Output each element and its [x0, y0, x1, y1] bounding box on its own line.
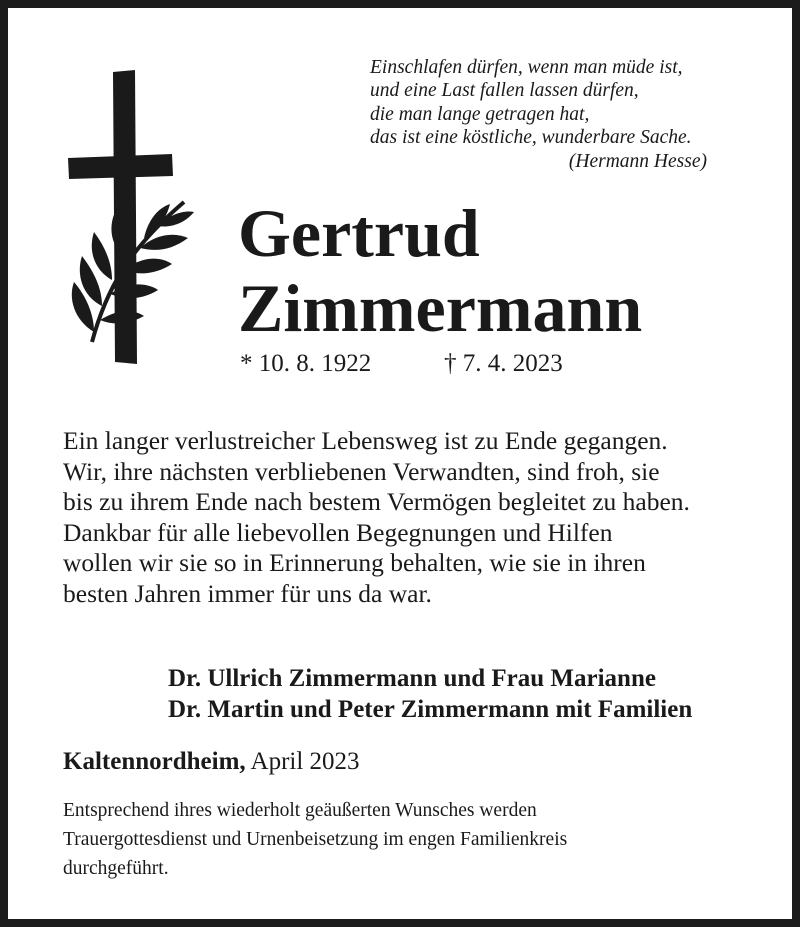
cross-horizontal-beam	[68, 154, 173, 179]
signer-line: Dr. Martin und Peter Zimmermann mit Familien	[168, 695, 693, 723]
poem-author: (Hermann Hesse)	[568, 151, 707, 172]
text-line: wollen wir sie so in Erinnerung behalten, wie sie in ihren	[63, 548, 646, 578]
funeral-notice	[63, 796, 763, 883]
text-line: Dankbar für alle liebevollen Begegnungen und Hilfen	[63, 517, 613, 547]
place-date: April 2023	[250, 748, 360, 775]
signers	[168, 664, 692, 725]
deceased-name	[238, 196, 642, 346]
text-line: Wir, ihre nächsten verbliebenen Verwandten, sind froh, sie	[63, 456, 660, 486]
text-line: bis zu ihrem Ende nach bestem Vermögen begleitet zu haben.	[63, 487, 690, 517]
notice-line: Entsprechend ihres wiederholt geäußerten Wunsches werden	[63, 800, 537, 821]
first-name: Gertrud	[238, 195, 480, 271]
notice-line: Trauergottesdienst und Urnenbeisetzung im engen Familienkreis	[63, 829, 568, 850]
text-line: besten Jahren immer für uns da war.	[63, 578, 432, 608]
poem-line: die man lange getragen hat,	[370, 103, 590, 125]
cross-with-palm-branch-icon	[66, 70, 196, 366]
palm-leaf	[100, 311, 144, 323]
place-and-date	[63, 748, 360, 776]
obituary-text	[63, 426, 763, 610]
text-line: Ein langer verlustreicher Lebensweg ist zu Ende gegangen.	[63, 426, 668, 455]
birth-date: * 10. 8. 1922	[240, 350, 372, 377]
poem-line: das ist eine köstliche, wunderbare Sache.	[370, 127, 692, 149]
poem-line: und eine Last fallen lassen dürfen,	[370, 80, 639, 102]
notice-line: durchgeführt.	[63, 858, 169, 879]
death-date: † 7. 4. 2023	[444, 350, 563, 377]
poem-quote	[370, 56, 762, 172]
signer-line: Dr. Ullrich Zimmermann und Frau Marianne	[168, 665, 656, 692]
poem-line: Einschlafen dürfen, wenn man müde ist,	[370, 57, 683, 78]
palm-leaf	[92, 232, 112, 280]
place-city: Kaltennordheim,	[63, 748, 246, 775]
last-name: Zimmermann	[238, 270, 643, 346]
